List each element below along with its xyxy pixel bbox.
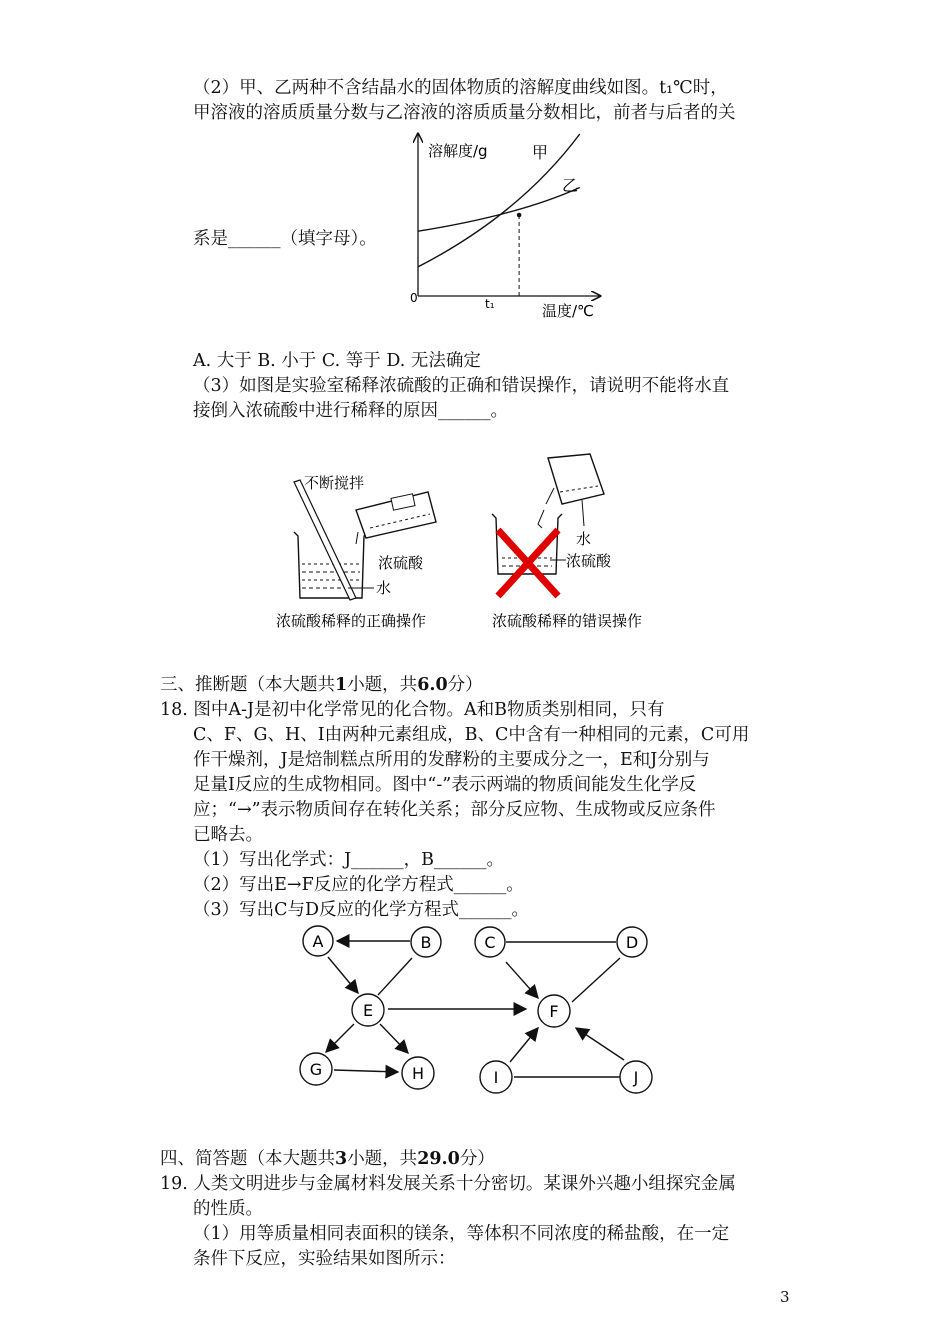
section4-score: 29.0 (417, 1149, 460, 1169)
stir-label: 不断搅拌 (304, 474, 365, 492)
svg-text:F: F (549, 1002, 559, 1021)
q18-line1: 18. 图中A-J是初中化学常见的化合物。A和B物质类别相同，只有 (160, 700, 665, 720)
dilution-figure (270, 448, 690, 638)
q19-line3: （1）用等质量相同表面积的镁条，等体积不同浓度的稀盐酸，在一定 (193, 1224, 730, 1244)
acid-label-correct: 浓硫酸 (378, 554, 424, 572)
node-c (475, 927, 505, 957)
node-d (617, 927, 647, 957)
edge-e-to-g (326, 1024, 354, 1052)
correct-operation (276, 474, 436, 630)
q19-line1: 19. 人类文明进步与金属材料发展关系十分密切。某课外兴趣小组探究金属 (160, 1174, 736, 1194)
svg-text:I: I (493, 1068, 499, 1087)
glass-rod (294, 480, 356, 600)
section3-count: 1 (335, 675, 348, 695)
page-number: 3 (780, 1288, 790, 1306)
node-i (480, 1061, 512, 1093)
section3-score: 6.0 (417, 675, 448, 695)
wrong-operation (492, 454, 642, 630)
relation-diagram (290, 922, 660, 1094)
node-a (303, 926, 333, 956)
edge-i-to-f (510, 1028, 538, 1062)
series-jia-label: 甲 (532, 143, 549, 162)
edge-c-to-f (506, 962, 538, 998)
y-axis-label: 溶解度/g (428, 142, 488, 160)
node-h (402, 1057, 434, 1089)
origin-label: 0 (410, 291, 418, 305)
edge-a-to-e (328, 957, 358, 993)
q18-line5: 应；“→”表示物质间存在转化关系；部分反应物、生成物或反应条件 (193, 800, 716, 820)
q18-sub2: （2）写出E→F反应的化学方程式______。 (193, 875, 524, 895)
svg-text:B: B (420, 933, 432, 952)
q17-part2-line3: 系是______（填字母）。 (193, 229, 377, 249)
edge-b-e (378, 958, 412, 995)
q18-sub3: （3）写出C与D反应的化学方程式______。 (193, 900, 530, 920)
svg-text:C: C (484, 933, 496, 952)
edge-j-to-f (576, 1028, 624, 1060)
svg-text:J: J (633, 1068, 639, 1087)
wrong-cross-icon (498, 530, 558, 596)
q19-line2: 的性质。 (193, 1199, 263, 1219)
intersection-point (517, 213, 522, 218)
q18-line3: 作干燥剂，J是焙制糕点所用的发酵粉的主要成分之一，E和J分别与 (193, 750, 710, 770)
x-axis-label: 温度/℃ (542, 302, 594, 320)
svg-text:G: G (309, 1060, 323, 1079)
node-j (620, 1061, 652, 1093)
edge-e-to-h (380, 1024, 408, 1053)
series-yi-curve (418, 187, 580, 231)
svg-text:H: H (411, 1064, 425, 1083)
q17-options: A. 大于 B. 小于 C. 等于 D. 无法确定 (193, 351, 481, 371)
q17-part3-line2: 接倒入浓硫酸中进行稀释的原因______。 (193, 401, 508, 421)
solubility-chart (400, 128, 610, 328)
series-yi-label: 乙 (562, 176, 579, 195)
q18-sub1: （1）写出化学式：J______，B______。 (193, 850, 505, 870)
q17-part2-line2: 甲溶液的溶质质量分数与乙溶液的溶质质量分数相比，前者与后者的关 (193, 103, 736, 123)
q18-line6: 已略去。 (193, 825, 263, 845)
q19-line4: 条件下反应，实验结果如图所示： (193, 1249, 456, 1269)
q18-line2: C、F、G、H、I由两种元素组成，B、C中含有一种相同的元素，C可用 (193, 725, 750, 745)
node-b (411, 927, 441, 957)
svg-text:E: E (362, 1001, 374, 1020)
x-tick-label: t₁ (485, 297, 495, 311)
node-g (300, 1053, 332, 1085)
section4-header: 四、简答题（本大题共3小题，共29.0分） (160, 1149, 495, 1169)
q18-line4: 足量I反应的生成物相同。图中“-”表示两端的物质间能发生化学反 (193, 775, 697, 795)
svg-text:A: A (312, 932, 324, 951)
water-label-wrong: 水 (576, 530, 592, 548)
svg-text:D: D (625, 933, 639, 952)
section3-header: 三、推断题（本大题共1小题，共6.0分） (160, 675, 483, 695)
water-beaker (548, 454, 604, 504)
acid-label-wrong: 浓硫酸 (566, 552, 612, 570)
q17-part2-line1: （2）甲、乙两种不含结晶水的固体物质的溶解度曲线如图。t₁℃时， (193, 78, 728, 98)
water-label-correct: 水 (376, 579, 392, 597)
node-e (352, 994, 384, 1026)
section4-count: 3 (335, 1149, 348, 1169)
caption-correct: 浓硫酸稀释的正确操作 (276, 612, 427, 630)
edge-d-f (572, 958, 620, 1002)
edge-g-to-h (334, 1070, 398, 1072)
q17-part3-line1: （3）如图是实验室稀释浓硫酸的正确和错误操作，请说明不能将水直 (193, 376, 730, 396)
node-f (538, 995, 570, 1027)
caption-wrong: 浓硫酸稀释的错误操作 (492, 612, 643, 630)
